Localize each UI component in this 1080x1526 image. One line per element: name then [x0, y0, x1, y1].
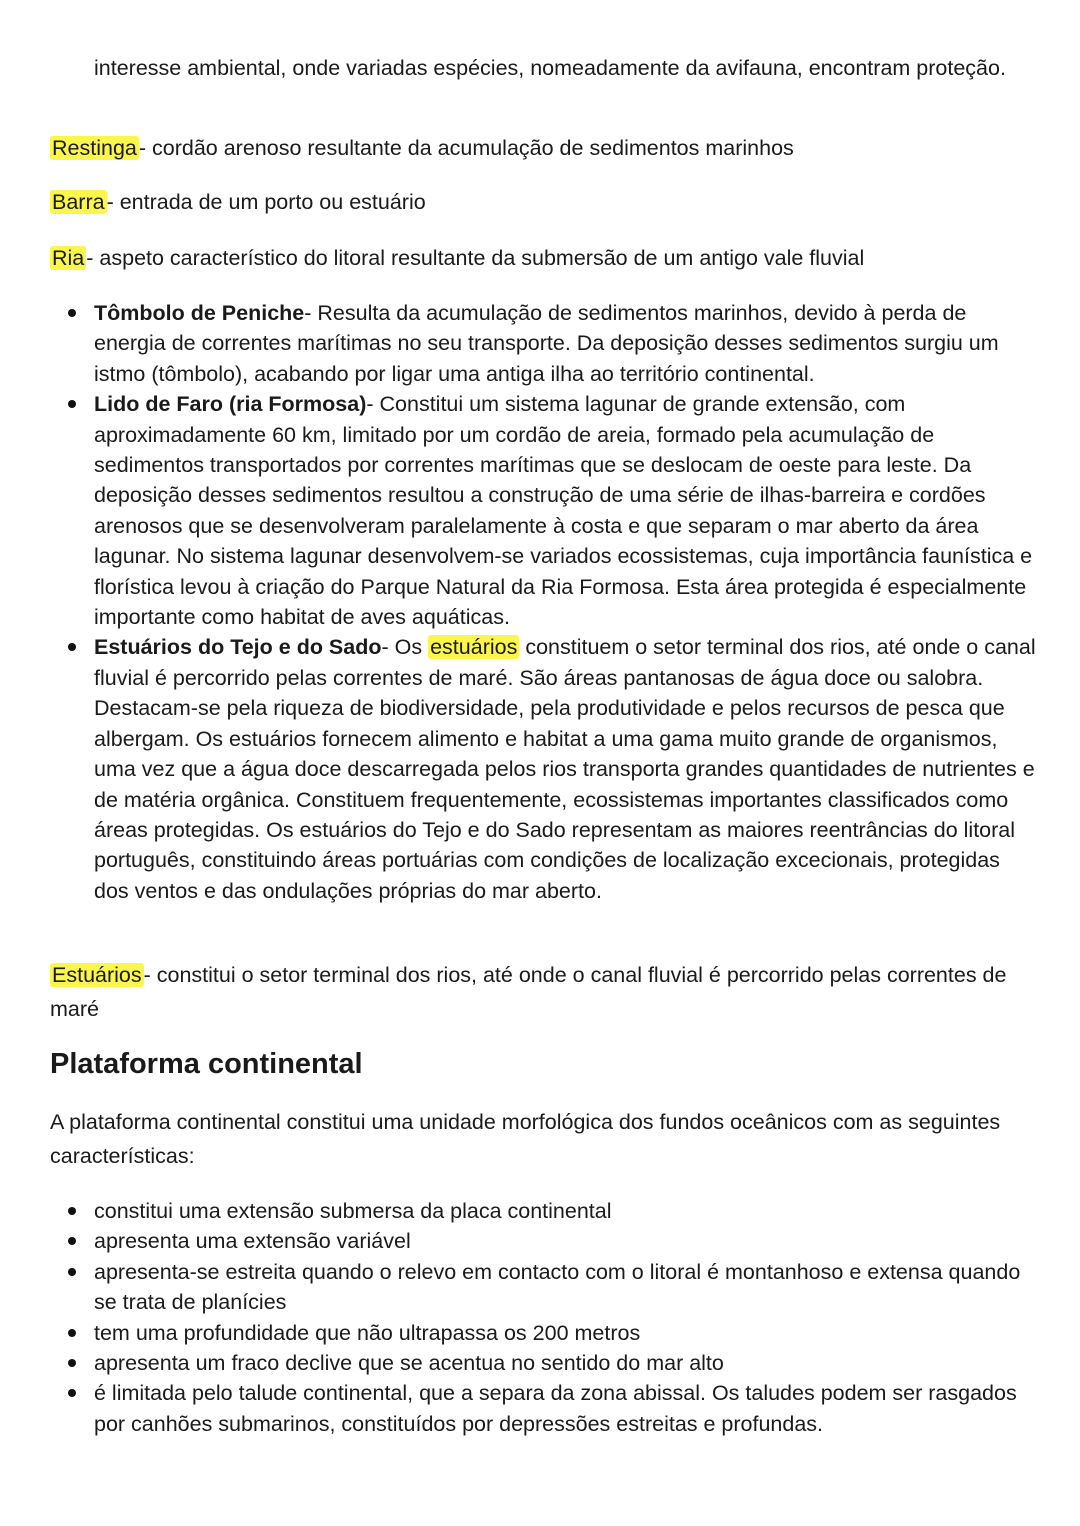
definition-text: - entrada de um porto ou estuário [106, 190, 426, 214]
list-item: apresenta um fraco declive que se acentua no sentido do mar alto [0, 1348, 1040, 1378]
list-item: tem uma profundidade que não ultrapassa os 200 metros [0, 1318, 1040, 1348]
example-title: Lido de Faro (ria Formosa) [94, 392, 367, 417]
definition-estuarios [50, 958, 1040, 1026]
list-item: é limitada pelo talude continental, que a separa da zona abissal. Os taludes podem ser rasgados por canhões submarinos, constituídos por depressões estreitas e profundas. [0, 1378, 1040, 1439]
definition-barra [50, 187, 1040, 218]
example-title: Tômbolo de Peniche [94, 301, 305, 325]
highlighted-word: estuários [430, 635, 518, 660]
list-item [0, 298, 1040, 389]
examples-list [0, 298, 1040, 906]
example-text: constituem o setor terminal dos rios, até onde o canal fluvial é percorrido pelas correntes de maré. São áreas pantanosas de água doce ou salobra. Destacam-se pela riqueza de biodiversidade, pela produtividade e pelos recursos de pesca que albergam. Os estuários fornecem alimento e habitat a uma gama muito grande de organismos, uma vez que a água doce descarregada pelos rios transporta grandes quantidades de nutrientes e de matéria orgânica. Constituem frequentemente, ecossistemas importantes classificados como áreas protegidas. Os estuários do Tejo e do Sado representam as maiores reentrâncias do litoral português, constituindo áreas portuárias com condições de localização excecionais, protegidas dos ventos e das ondulações próprias do mar aberto. [94, 635, 1036, 903]
section-heading: Plataforma continental [50, 1048, 363, 1080]
highlighted-term: Estuários [52, 963, 142, 987]
list-item: apresenta-se estreita quando o relevo em contacto com o litoral é montanhoso e extensa quando se trata de planícies [0, 1257, 1040, 1318]
list-item [0, 632, 1040, 906]
example-pre: - Os [381, 635, 429, 660]
intro-continuation: interesse ambiental, onde variadas espécies, nomeadamente da avifauna, encontram proteção. [94, 56, 1006, 80]
list-item: apresenta uma extensão variável [0, 1226, 1040, 1256]
characteristics-list [0, 1196, 1040, 1439]
highlighted-term: Barra [52, 190, 105, 214]
example-text: - Constitui um sistema lagunar de grande extensão, com aproximadamente 60 km, limitado por um cordão de areia, formado pela acumulação de sedimentos transportados por correntes marítimas que se deslocam de oeste para leste. Da deposição desses sedimentos resultou a construção de uma série de ilhas-barreira e cordões arenosos que se desenvolveram paralelamente à costa e que separam o mar aberto da área lagunar. No sistema lagunar desenvolvem-se variados ecossistemas, cuja importância faunística e florística levou à criação do Parque Natural da Ria Formosa. Esta área protegida é especialmente importante como habitat de aves aquáticas. [94, 392, 1033, 630]
definition-text: - constitui o setor terminal dos rios, até onde o canal fluvial é percorrido pelas correntes de maré [50, 963, 1007, 1021]
list-item: constitui uma extensão submersa da placa continental [0, 1196, 1040, 1226]
highlighted-term: Ria [52, 246, 85, 270]
definition-text: - cordão arenoso resultante da acumulação de sedimentos marinhos [138, 136, 794, 160]
example-text: - Resulta da acumulação de sedimentos marinhos, devido à perda de energia de correntes marítimas no seu transporte. Da deposição desses sedimentos surgiu um istmo (tômbolo), acabando por ligar uma antiga ilha ao território continental. [94, 301, 999, 386]
highlighted-term: Restinga [52, 136, 137, 160]
definition-ria [50, 243, 1040, 274]
example-title: Estuários do Tejo e do Sado [94, 635, 382, 660]
section-intro: A plataforma continental constitui uma unidade morfológica dos fundos oceânicos com as seguintes características: [50, 1110, 1001, 1168]
definition-text: - aspeto característico do litoral resultante da submersão de um antigo vale fluvial [86, 246, 865, 270]
list-item [0, 389, 1040, 632]
definition-restinga [50, 133, 1040, 164]
